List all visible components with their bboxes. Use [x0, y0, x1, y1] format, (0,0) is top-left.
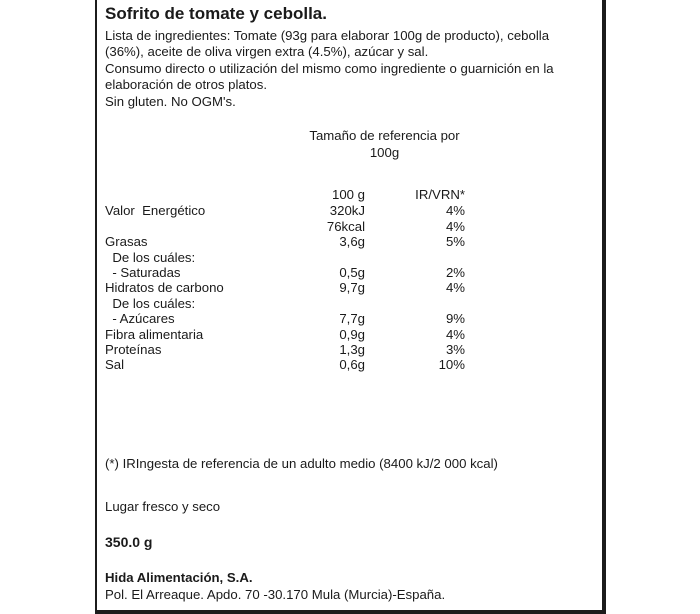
nutrition-row — [105, 311, 465, 327]
nutrient-name: Proteínas — [105, 342, 162, 357]
nutrient-value: 9,7g — [339, 280, 365, 295]
nutrient-name: Sal — [105, 357, 125, 372]
reference-size-line-1: Tamaño de referencia por — [309, 128, 460, 143]
nutrition-row — [105, 342, 465, 358]
nutrition-row — [105, 203, 465, 219]
nutrient-name: Hidratos de carbono — [105, 280, 224, 295]
nutrient-percent: 9% — [445, 311, 465, 326]
ingredients-line-2: (36%), aceite de oliva virgen extra (4.5%), azúcar y sal. — [105, 44, 429, 59]
nutrition-row — [105, 327, 465, 343]
nutrient-name: - Azúcares — [105, 311, 175, 326]
nutrient-percent: 4% — [445, 203, 465, 218]
nutrient-percent: 4% — [445, 327, 465, 342]
net-weight: 350.0 g — [105, 534, 153, 550]
nutrient-value: 0,6g — [339, 357, 365, 372]
nutrient-value: 320kJ — [329, 203, 365, 218]
nutrient-name: De los cuáles: — [105, 296, 196, 311]
nutrition-row — [105, 357, 465, 373]
nutrient-percent: 2% — [445, 265, 465, 280]
nutrient-name: - Saturadas — [105, 265, 181, 280]
nutrition-header — [105, 187, 465, 203]
product-label — [95, 0, 606, 614]
nutrient-name: Fibra alimentaria — [105, 327, 204, 342]
nutrient-value: 0,5g — [339, 265, 365, 280]
nutrient-percent: 4% — [445, 219, 465, 234]
usage-line-2: elaboración de otros platos. — [105, 77, 268, 92]
product-title: Sofrito de tomate y cebolla. — [105, 4, 327, 23]
usage-line-1: Consumo directo o utilización del mismo como ingrediente o guarnición en la — [105, 61, 554, 76]
nutrient-percent: 10% — [438, 357, 465, 372]
column-header-percent: IR/VRN* — [415, 187, 465, 202]
nutrient-value: 3,6g — [339, 234, 365, 249]
column-header-value: 100 g — [331, 187, 365, 202]
nutrition-row — [105, 250, 465, 266]
nutrition-row — [105, 296, 465, 312]
reference-size-line-2: 100g — [369, 145, 400, 160]
nutrient-value: 1,3g — [339, 342, 365, 357]
footnote: (*) IRIngesta de referencia de un adulto medio (8400 kJ/2 000 kcal) — [105, 456, 498, 471]
nutrient-value: 76kcal — [326, 219, 365, 234]
ingredients-line-1: Lista de ingredientes: Tomate (93g para elaborar 100g de producto), cebolla — [105, 28, 550, 43]
nutrient-percent: 5% — [445, 234, 465, 249]
nutrition-row — [105, 219, 465, 235]
claims: Sin gluten. No OGM's. — [105, 94, 236, 109]
nutrient-percent: 3% — [445, 342, 465, 357]
nutrient-name: Grasas — [105, 234, 148, 249]
storage-instructions: Lugar fresco y seco — [105, 499, 221, 514]
nutrition-row — [105, 280, 465, 296]
nutrient-name: De los cuáles: — [105, 250, 196, 265]
nutrition-row — [105, 234, 465, 250]
nutrient-percent: 4% — [445, 280, 465, 295]
nutrition-row — [105, 265, 465, 281]
manufacturer-address: Pol. El Arreaque. Apdo. 70 -30.170 Mula (Murcia)-España. — [105, 587, 446, 602]
nutrient-value: 7,7g — [339, 311, 365, 326]
nutrient-value: 0,9g — [339, 327, 365, 342]
manufacturer-name: Hida Alimentación, S.A. — [105, 570, 253, 585]
nutrient-name: Valor Energético — [105, 203, 206, 218]
